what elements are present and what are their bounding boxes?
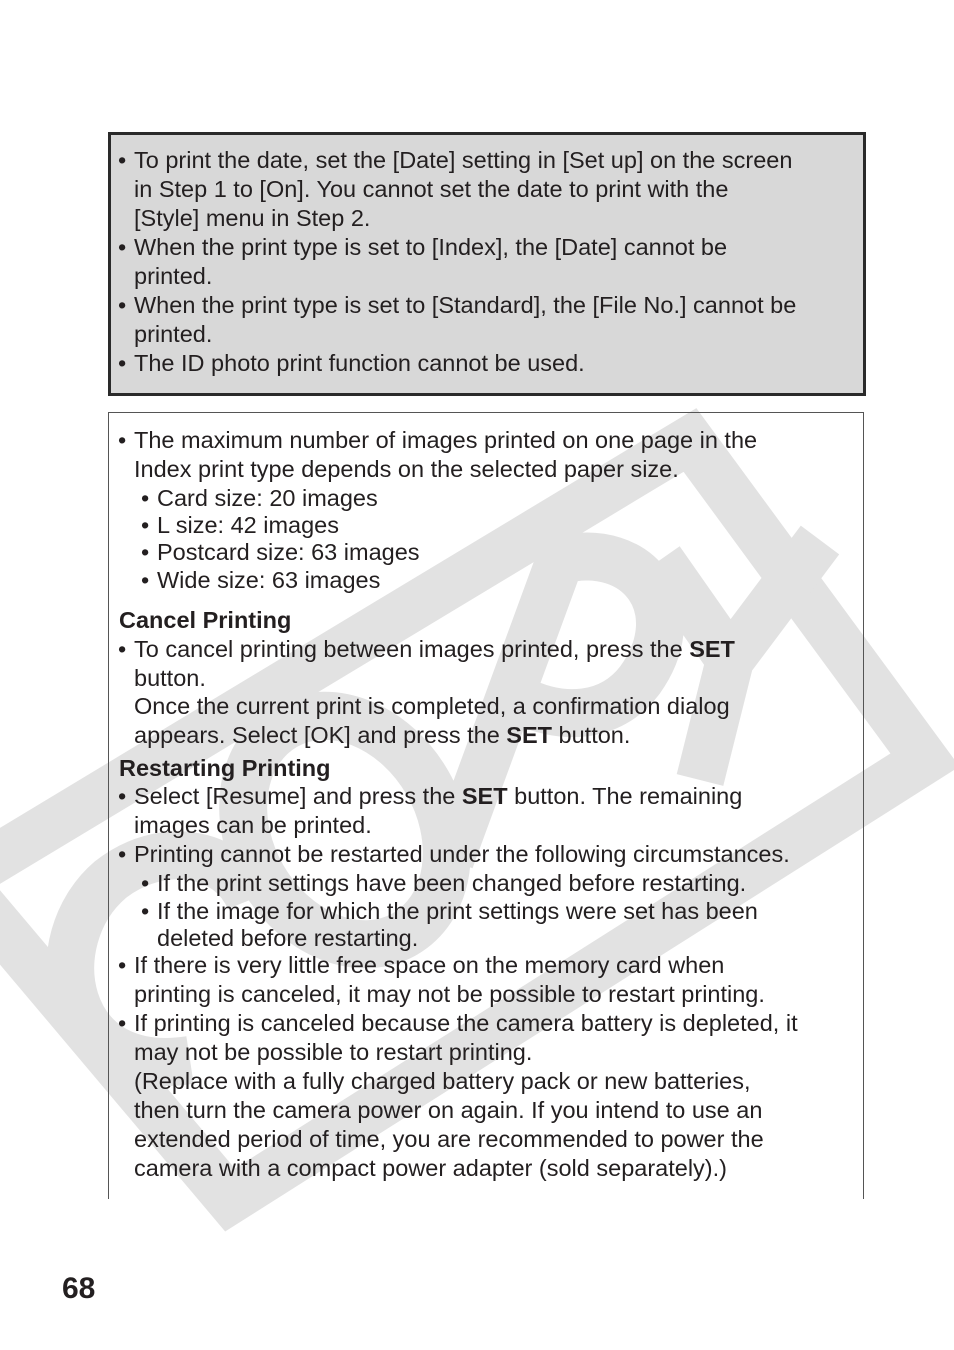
bullet-dot: • — [118, 1010, 127, 1036]
restart-line-9: then turn the camera power on again. If you intend to use an — [134, 1097, 763, 1123]
cancel-line-1: To cancel printing between images printed, press the SET — [134, 636, 735, 662]
paper-size-item: Postcard size: 63 images — [157, 539, 420, 565]
cancel-line-3: Once the current print is completed, a confirmation dialog — [134, 693, 730, 719]
index-intro-line: The maximum number of images printed on one page in the — [134, 427, 758, 453]
note-line: When the print type is set to [Standard], the [File No.] cannot be — [134, 292, 797, 318]
bullet-dot: • — [141, 567, 150, 593]
note-line: When the print type is set to [Index], the [Date] cannot be — [134, 234, 728, 260]
note-line: The ID photo print function cannot be used. — [134, 350, 585, 376]
restart-line-3: Printing cannot be restarted under the following circumstances. — [134, 841, 790, 867]
note-line: To print the date, set the [Date] setting in [Set up] on the screen — [134, 147, 793, 173]
bullet-dot: • — [141, 898, 150, 924]
bullet-dot: • — [141, 512, 150, 538]
restart-sub-item: deleted before restarting. — [157, 925, 419, 951]
index-intro-line: Index print type depends on the selected paper size. — [134, 456, 679, 482]
paper-size-item: L size: 42 images — [157, 512, 339, 538]
note-line: [Style] menu in Step 2. — [134, 205, 371, 231]
restart-line-6: If printing is canceled because the camera battery is depleted, it — [134, 1010, 798, 1036]
bullet-dot: • — [118, 841, 127, 867]
paper-size-item: Card size: 20 images — [157, 485, 378, 511]
paper-size-item: Wide size: 63 images — [157, 567, 381, 593]
restart-line-8: (Replace with a fully charged battery pack or new batteries, — [134, 1068, 751, 1094]
restart-line-10: extended period of time, you are recommended to power the — [134, 1126, 764, 1152]
page-number: 68 — [62, 1272, 96, 1305]
bullet-dot: • — [118, 147, 127, 173]
bullet-dot: • — [118, 292, 127, 318]
restarting-printing-heading: Restarting Printing — [119, 755, 331, 781]
restart-line-2: images can be printed. — [134, 812, 372, 838]
restart-line-11: camera with a compact power adapter (sold separately).) — [134, 1155, 727, 1181]
restart-line-7: may not be possible to restart printing. — [134, 1039, 533, 1065]
restart-line-1: Select [Resume] and press the SET button. The remaining — [134, 783, 743, 809]
restart-sub-item: If the image for which the print settings were set has been — [157, 898, 758, 924]
restart-line-5: printing is canceled, it may not be possible to restart printing. — [134, 981, 765, 1007]
bullet-dot: • — [141, 485, 150, 511]
note-line: printed. — [134, 263, 213, 289]
bullet-dot: • — [118, 427, 127, 453]
bullet-dot: • — [118, 783, 127, 809]
bullet-dot: • — [118, 350, 127, 376]
bullet-dot: • — [141, 539, 150, 565]
bullet-dot: • — [118, 952, 127, 978]
bullet-dot: • — [118, 234, 127, 260]
bullet-dot: • — [141, 870, 150, 896]
note-line: printed. — [134, 321, 213, 347]
note-line: in Step 1 to [On]. You cannot set the date to print with the — [134, 176, 729, 202]
bullet-dot: • — [118, 636, 127, 662]
cancel-line-4: appears. Select [OK] and press the SET button. — [134, 722, 631, 748]
restart-line-4: If there is very little free space on the memory card when — [134, 952, 725, 978]
restart-sub-item: If the print settings have been changed before restarting. — [157, 870, 747, 896]
cancel-line-2: button. — [134, 665, 206, 691]
cancel-printing-heading: Cancel Printing — [119, 607, 292, 633]
